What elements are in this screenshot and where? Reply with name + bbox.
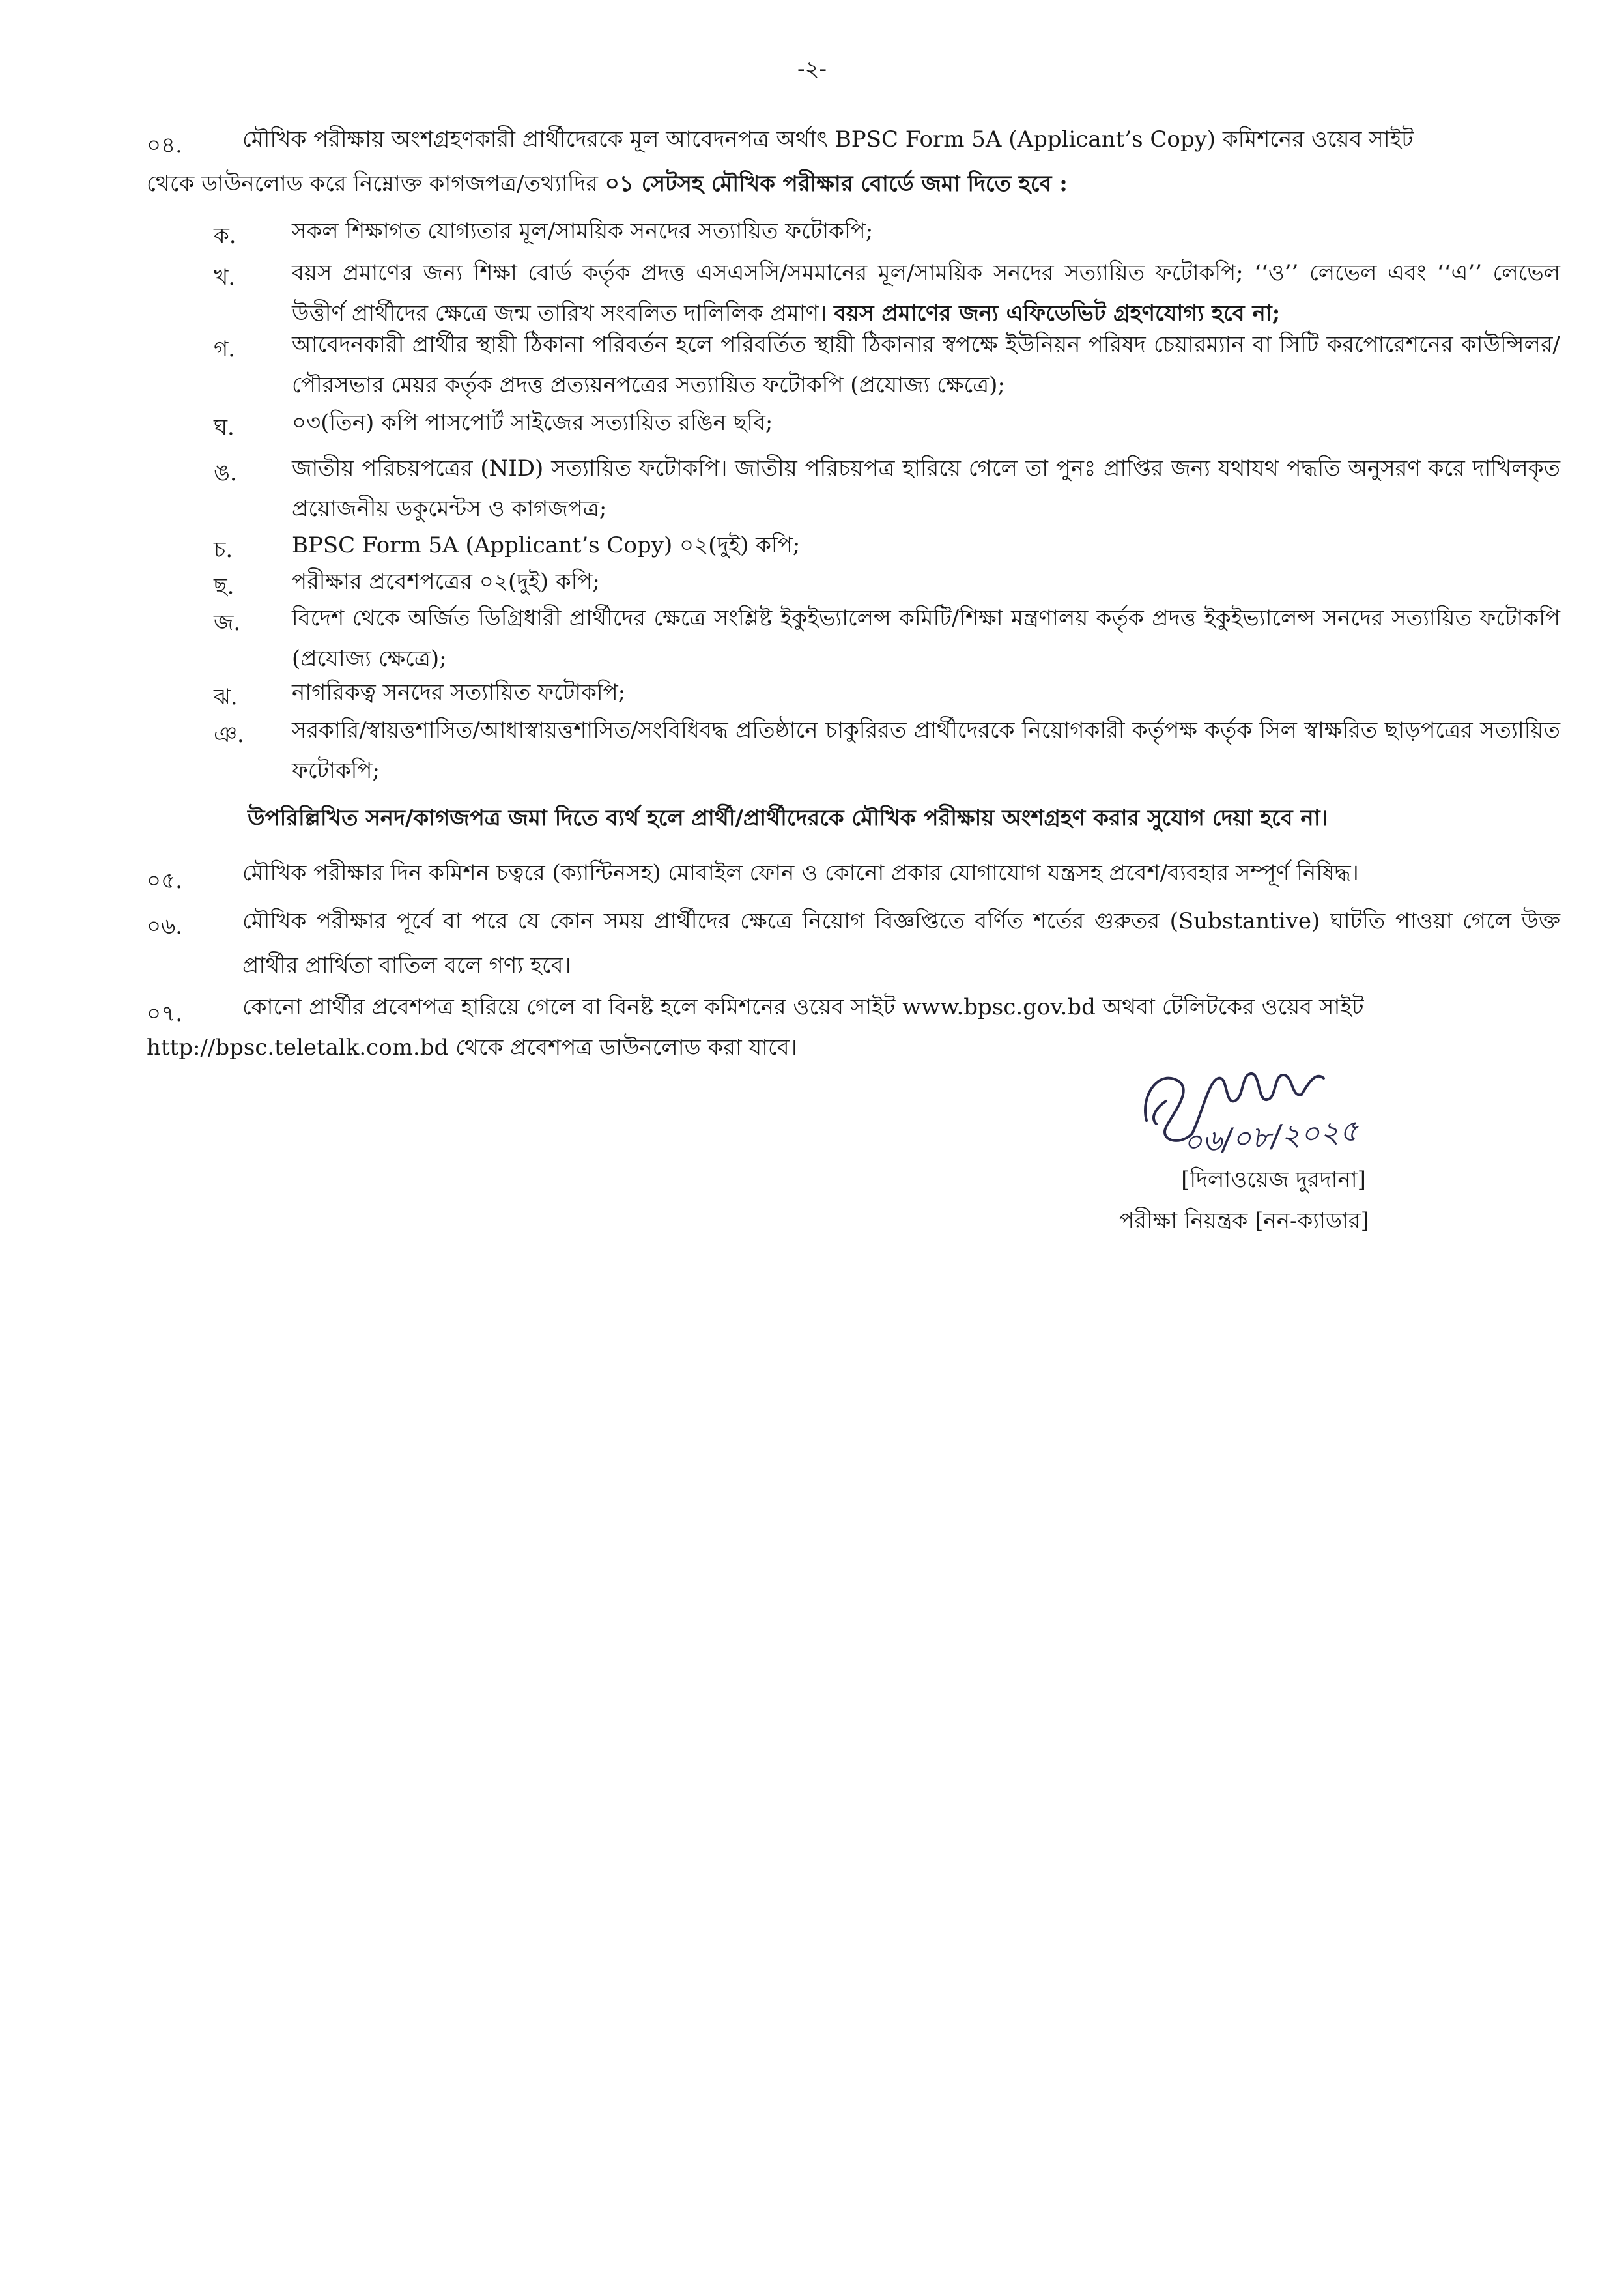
- list-item-text: সরকারি/স্বায়ত্তশাসিত/আধাস্বায়ত্তশাসিত/সংবিধিবদ্ধ প্রতিষ্ঠানে চাকুরিরত প্রার্থীদেরকে নিয়োগকারী কর্তৃপক্ষ কর্তৃক সিল স্বাক্ষরিত ছাড়পত্রের সত্যায়িত ফটোকপি;: [292, 717, 1560, 784]
- list-item-text: নাগরিকত্ব সনদের সত্যায়িত ফটোকপি;: [292, 680, 626, 706]
- section-7-number: ০৭.: [147, 1001, 183, 1027]
- item-letter: খ.: [214, 265, 236, 291]
- list-item-text: BPSC Form 5A (Applicant’s Copy) ০২(দুই) কপি;: [292, 532, 801, 558]
- item-letter: চ.: [214, 537, 233, 563]
- list-item: [292, 403, 1560, 443]
- list-item-text: জাতীয় পরিচয়পত্রের (NID) সত্যায়িত ফটোকপি। জাতীয় পরিচয়পত্র হারিয়ে গেলে তা পুনঃ প্রাপ্তির জন্য যথাযথ পদ্ধতি অনুসরণ করে দাখিলকৃত প্রয়োজনীয় ডকুমেন্টস ও কাগজপত্র;: [292, 455, 1560, 522]
- section-4-line2: [147, 162, 1560, 206]
- list-item-text: আবেদনকারী প্রার্থীর স্থায়ী ঠিকানা পরিবর্তন হলে পরিবর্তিত স্থায়ী ঠিকানার স্বপক্ষে ইউনিয়ন পরিষদ চেয়ারম্যান বা সিটি করপোরেশনের কাউন্সিলর/পৌরসভার মেয়র কর্তৃক প্রদত্ত প্রত্যয়নপত্রের সত্যায়িত ফটোকপি (প্রযোজ্য ক্ষেত্রে);: [292, 332, 1560, 398]
- section-4-line2-bold: ০১ সেটসহ মৌখিক পরীক্ষার বোর্ডে জমা দিতে হবে :: [605, 171, 1068, 197]
- signatory-name: [দিলাওয়েজ দুরদানা]: [1181, 1167, 1366, 1193]
- warning-notice: উপরিল্লিখিত সনদ/কাগজপত্র জমা দিতে ব্যর্থ হলে প্রার্থী/প্রার্থীদেরকে মৌখিক পরীক্ষায় অংশগ্রহণ করার সুযোগ দেয়া হবে না।: [248, 805, 1328, 831]
- section-6-number: ০৬.: [147, 913, 183, 939]
- section-6-text: মৌখিক পরীক্ষার পূর্বে বা পরে যে কোন সময় প্রার্থীদের ক্ষেত্রে নিয়োগ বিজ্ঞপ্তিতে বর্ণিত শর্তের গুরুতর (Substantive) ঘাটতি পাওয়া গেলে উক্ত প্রার্থীর প্রার্থিতা বাতিল বলে গণ্য হবে।: [242, 908, 1560, 979]
- item-letter: ঘ.: [214, 414, 235, 440]
- list-item: [292, 525, 1560, 566]
- section-4-line2-plain: থেকে ডাউনলোড করে নিম্নোক্ত কাগজপত্র/তথ্যাদির: [147, 171, 598, 197]
- item-letter: ছ.: [214, 573, 235, 599]
- list-item-text: বিদেশ থেকে অর্জিত ডিগ্রিধারী প্রার্থীদের ক্ষেত্রে সংশ্লিষ্ট ইকুইভ্যালেন্স কমিটি/শিক্ষা মন্ত্রণালয় কর্তৃক প্রদত্ত ইকুইভ্যালেন্স সনদের সত্যায়িত ফটোকপি (প্রযোজ্য ক্ষেত্রে);: [292, 605, 1560, 672]
- list-item: [292, 324, 1560, 405]
- list-item: [292, 448, 1560, 529]
- section-5-number: ০৫.: [147, 868, 182, 894]
- page-number: -২-: [797, 56, 827, 82]
- list-item-text: বয়স প্রমাণের জন্য শিক্ষা বোর্ড কর্তৃক প্রদত্ত এসএসসি/সমমানের মূল/সাময়িক সনদের সত্যায়িত ফটোকপি; ‘‘ও’’ লেভেল এবং ‘‘এ’’ লেভেল উত্তীর্ণ প্রার্থীদের ক্ষেত্রে জন্ম তারিখ সংবলিত দালিলিক প্রমাণ।: [292, 260, 1560, 326]
- section-5-text: মৌখিক পরীক্ষার দিন কমিশন চত্বরে (ক্যান্টিনসহ) মোবাইল ফোন ও কোনো প্রকার যোগাযোগ যন্ত্রসহ প্রবেশ/ব্যবহার সম্পূর্ণ নিষিদ্ধ।: [242, 860, 1359, 886]
- list-item-text: সকল শিক্ষাগত যোগ্যতার মূল/সাময়িক সনদের সত্যায়িত ফটোকপি;: [292, 218, 874, 244]
- list-item: [292, 211, 1560, 251]
- list-item: [292, 253, 1560, 334]
- section-4-line1: মৌখিক পরীক্ষায় অংশগ্রহণকারী প্রার্থীদেরকে মূল আবেদনপত্র অর্থাৎ BPSC Form 5A (Applicant’s Copy) কমিশনের ওয়েব সাইট: [242, 126, 1414, 152]
- section-4-number: ০৪.: [147, 132, 182, 158]
- signature-date: ০৬/০৮/২০২৫: [1182, 1112, 1360, 1160]
- list-item: [292, 672, 1560, 713]
- signatory-title: পরীক্ষা নিয়ন্ত্রক [নন-ক্যাডার]: [1119, 1208, 1369, 1234]
- item-letter: ক.: [214, 223, 236, 249]
- item-letter: জ.: [214, 610, 241, 636]
- list-item: [292, 562, 1560, 602]
- list-item-text: পরীক্ষার প্রবেশপত্রের ০২(দুই) কপি;: [292, 569, 600, 595]
- list-item: [292, 710, 1560, 791]
- list-item-bold-text: বয়স প্রমাণের জন্য এফিডেভিট গ্রহণযোগ্য হবে না;: [834, 300, 1281, 326]
- section-7-line2: http://bpsc.teletalk.com.bd থেকে প্রবেশপত্র ডাউনলোড করা যাবে।: [147, 1035, 797, 1061]
- item-letter: গ.: [214, 336, 236, 362]
- item-letter: ঞ.: [214, 722, 244, 748]
- list-item-text: ০৩(তিন) কপি পাসপোর্ট সাইজের সত্যায়িত রঙিন ছবি;: [292, 410, 773, 436]
- item-letter: ঙ.: [214, 460, 237, 486]
- section-7-line1: কোনো প্রার্থীর প্রবেশপত্র হারিয়ে গেলে বা বিনষ্ট হলে কমিশনের ওয়েব সাইট www.bpsc.gov.bd অথবা টেলিটকের ওয়েব সাইট: [242, 994, 1364, 1020]
- list-item: [292, 598, 1560, 679]
- item-letter: ঝ.: [214, 684, 238, 710]
- handwritten-signature: [1120, 1042, 1485, 1173]
